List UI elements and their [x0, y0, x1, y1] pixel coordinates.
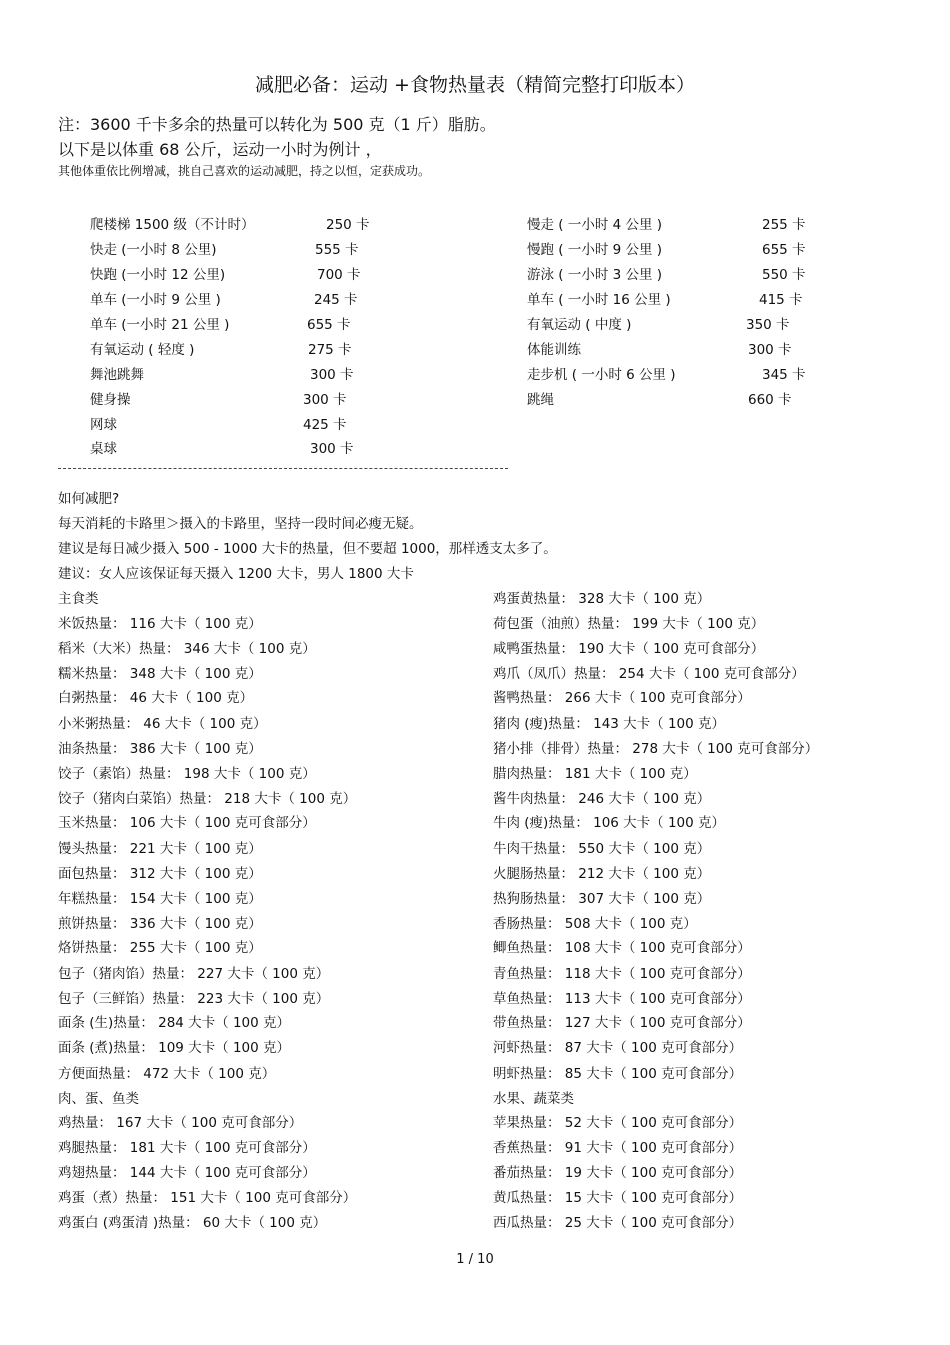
exercise-calories: 300 卡 [310, 367, 354, 383]
note-line-2: 以下是以体重 68 公斤，运动一小时为例计 ， [58, 140, 382, 159]
food-item: 包子（三鲜馅）热量： 223 大卡（ 100 克） [58, 991, 330, 1007]
exercise-calories: 660 卡 [748, 392, 792, 408]
exercise-calories: 555 卡 [315, 242, 359, 258]
exercise-calories: 655 卡 [307, 317, 351, 333]
exercise-name: 健身操 [90, 392, 131, 408]
exercise-calories: 345 卡 [762, 367, 806, 383]
exercise-name: 有氧运动 ( 轻度 ) [90, 342, 195, 358]
exercise-calories: 415 卡 [759, 292, 803, 308]
exercise-name: 舞池跳舞 [90, 367, 144, 383]
food-item: 油条热量： 386 大卡（ 100 克） [58, 741, 262, 757]
food-item: 鸡翅热量： 144 大卡（ 100 克可食部分） [58, 1165, 316, 1181]
section-heading: 主食类 [58, 591, 99, 607]
exercise-name: 走步机 ( 一小时 6 公里 ) [527, 367, 676, 383]
food-item: 米饭热量： 116 大卡（ 100 克） [58, 616, 262, 632]
page-title: 减肥必备：运动 +食物热量表（精简完整打印版本） [255, 74, 695, 96]
exercise-name: 跳绳 [527, 392, 554, 408]
food-item: 鸡热量： 167 大卡（ 100 克可食部分） [58, 1115, 303, 1131]
food-item: 包子（猪肉馅）热量： 227 大卡（ 100 克） [58, 966, 330, 982]
food-item: 糯米热量： 348 大卡（ 100 克） [58, 666, 262, 682]
exercise-name: 桌球 [90, 441, 117, 457]
food-item: 牛肉 (瘦)热量： 106 大卡（ 100 克） [493, 815, 726, 831]
food-item: 鸡蛋黄热量： 328 大卡（ 100 克） [493, 591, 711, 607]
page-number: 1 / 10 [456, 1252, 494, 1267]
food-item: 腊肉热量： 181 大卡（ 100 克） [493, 766, 697, 782]
food-item: 草鱼热量： 113 大卡（ 100 克可食部分） [493, 991, 751, 1007]
exercise-calories: 655 卡 [762, 242, 806, 258]
section-heading: 肉、蛋、鱼类 [58, 1091, 139, 1107]
food-item: 番茄热量： 19 大卡（ 100 克可食部分） [493, 1165, 743, 1181]
food-item: 苹果热量： 52 大卡（ 100 克可食部分） [493, 1115, 743, 1131]
food-item: 西瓜热量： 25 大卡（ 100 克可食部分） [493, 1215, 743, 1231]
exercise-calories: 700 卡 [317, 267, 361, 283]
food-item: 咸鸭蛋热量： 190 大卡（ 100 克可食部分） [493, 641, 765, 657]
food-item: 方便面热量： 472 大卡（ 100 克） [58, 1066, 276, 1082]
food-item: 黄瓜热量： 15 大卡（ 100 克可食部分） [493, 1190, 743, 1206]
exercise-name: 体能训练 [527, 342, 581, 358]
food-item: 猪小排（排骨）热量： 278 大卡（ 100 克可食部分） [493, 741, 819, 757]
food-item: 鲫鱼热量： 108 大卡（ 100 克可食部分） [493, 940, 751, 956]
exercise-name: 单车 (一小时 9 公里 ) [90, 292, 221, 308]
howto-line: 每天消耗的卡路里＞摄入的卡路里，坚持一段时间必瘦无疑。 [58, 516, 423, 532]
food-item: 鸡蛋白 (鸡蛋清 )热量： 60 大卡（ 100 克） [58, 1215, 327, 1231]
exercise-calories: 300 卡 [310, 441, 354, 457]
food-item: 白粥热量： 46 大卡（ 100 克） [58, 690, 254, 706]
food-item: 鸡蛋（煮）热量： 151 大卡（ 100 克可食部分） [58, 1190, 357, 1206]
food-item: 稻米（大米）热量： 346 大卡（ 100 克） [58, 641, 316, 657]
food-item: 小米粥热量： 46 大卡（ 100 克） [58, 716, 267, 732]
exercise-name: 慢跑 ( 一小时 9 公里 ) [527, 242, 663, 258]
food-item: 火腿肠热量： 212 大卡（ 100 克） [493, 866, 711, 882]
food-item: 香肠热量： 508 大卡（ 100 克） [493, 916, 697, 932]
food-item: 青鱼热量： 118 大卡（ 100 克可食部分） [493, 966, 751, 982]
howto-line: 建议：女人应该保证每天摄入 1200 大卡，男人 1800 大卡 [58, 566, 414, 582]
food-item: 热狗肠热量： 307 大卡（ 100 克） [493, 891, 711, 907]
food-item: 明虾热量： 85 大卡（ 100 克可食部分） [493, 1066, 743, 1082]
exercise-calories: 255 卡 [762, 217, 806, 233]
food-item: 面包热量： 312 大卡（ 100 克） [58, 866, 262, 882]
food-item: 河虾热量： 87 大卡（ 100 克可食部分） [493, 1040, 743, 1056]
food-item: 鸡爪（凤爪）热量： 254 大卡（ 100 克可食部分） [493, 666, 805, 682]
food-item: 酱牛肉热量： 246 大卡（ 100 克） [493, 791, 711, 807]
exercise-name: 快跑 (一小时 12 公里) [90, 267, 226, 283]
exercise-calories: 250 卡 [326, 217, 370, 233]
exercise-name: 网球 [90, 417, 117, 433]
food-item: 玉米热量： 106 大卡（ 100 克可食部分） [58, 815, 316, 831]
section-heading: 水果、蔬菜类 [493, 1091, 574, 1107]
exercise-calories: 550 卡 [762, 267, 806, 283]
food-item: 牛肉干热量： 550 大卡（ 100 克） [493, 841, 711, 857]
exercise-calories: 275 卡 [308, 342, 352, 358]
exercise-name: 快走 (一小时 8 公里) [90, 242, 217, 258]
exercise-calories: 425 卡 [303, 417, 347, 433]
food-item: 面条 (煮)热量： 109 大卡（ 100 克） [58, 1040, 291, 1056]
howto-heading: 如何减肥? [58, 491, 120, 507]
note-line-3: 其他体重依比例增减，挑自己喜欢的运动减肥，持之以恒，定获成功。 [58, 164, 431, 178]
divider [58, 468, 508, 469]
food-item: 鸡腿热量： 181 大卡（ 100 克可食部分） [58, 1140, 316, 1156]
howto-line: 建议是每日减少摄入 500 - 1000 大卡的热量，但不要超 1000，那样透支太多了。 [58, 541, 557, 557]
food-item: 饺子（猪肉白菜馅）热量： 218 大卡（ 100 克） [58, 791, 357, 807]
exercise-name: 单车 (一小时 21 公里 ) [90, 317, 230, 333]
food-item: 煎饼热量： 336 大卡（ 100 克） [58, 916, 262, 932]
exercise-name: 有氧运动 ( 中度 ) [527, 317, 632, 333]
food-item: 年糕热量： 154 大卡（ 100 克） [58, 891, 262, 907]
exercise-calories: 350 卡 [746, 317, 790, 333]
food-item: 荷包蛋（油煎）热量： 199 大卡（ 100 克） [493, 616, 765, 632]
exercise-calories: 300 卡 [303, 392, 347, 408]
food-item: 烙饼热量： 255 大卡（ 100 克） [58, 940, 262, 956]
exercise-calories: 300 卡 [748, 342, 792, 358]
exercise-name: 单车 ( 一小时 16 公里 ) [527, 292, 671, 308]
food-item: 香蕉热量： 91 大卡（ 100 克可食部分） [493, 1140, 743, 1156]
note-line-1: 注：3600 千卡多余的热量可以转化为 500 克（1 斤）脂肪。 [58, 115, 496, 134]
food-item: 饺子（素馅）热量： 198 大卡（ 100 克） [58, 766, 316, 782]
food-item: 面条 (生)热量： 284 大卡（ 100 克） [58, 1015, 291, 1031]
exercise-name: 爬楼梯 1500 级（不计时） [90, 217, 255, 233]
exercise-name: 游泳 ( 一小时 3 公里 ) [527, 267, 663, 283]
food-item: 带鱼热量： 127 大卡（ 100 克可食部分） [493, 1015, 751, 1031]
food-item: 酱鸭热量： 266 大卡（ 100 克可食部分） [493, 690, 751, 706]
exercise-name: 慢走 ( 一小时 4 公里 ) [527, 217, 663, 233]
food-item: 馒头热量： 221 大卡（ 100 克） [58, 841, 262, 857]
food-item: 猪肉 (瘦)热量： 143 大卡（ 100 克） [493, 716, 726, 732]
exercise-calories: 245 卡 [314, 292, 358, 308]
